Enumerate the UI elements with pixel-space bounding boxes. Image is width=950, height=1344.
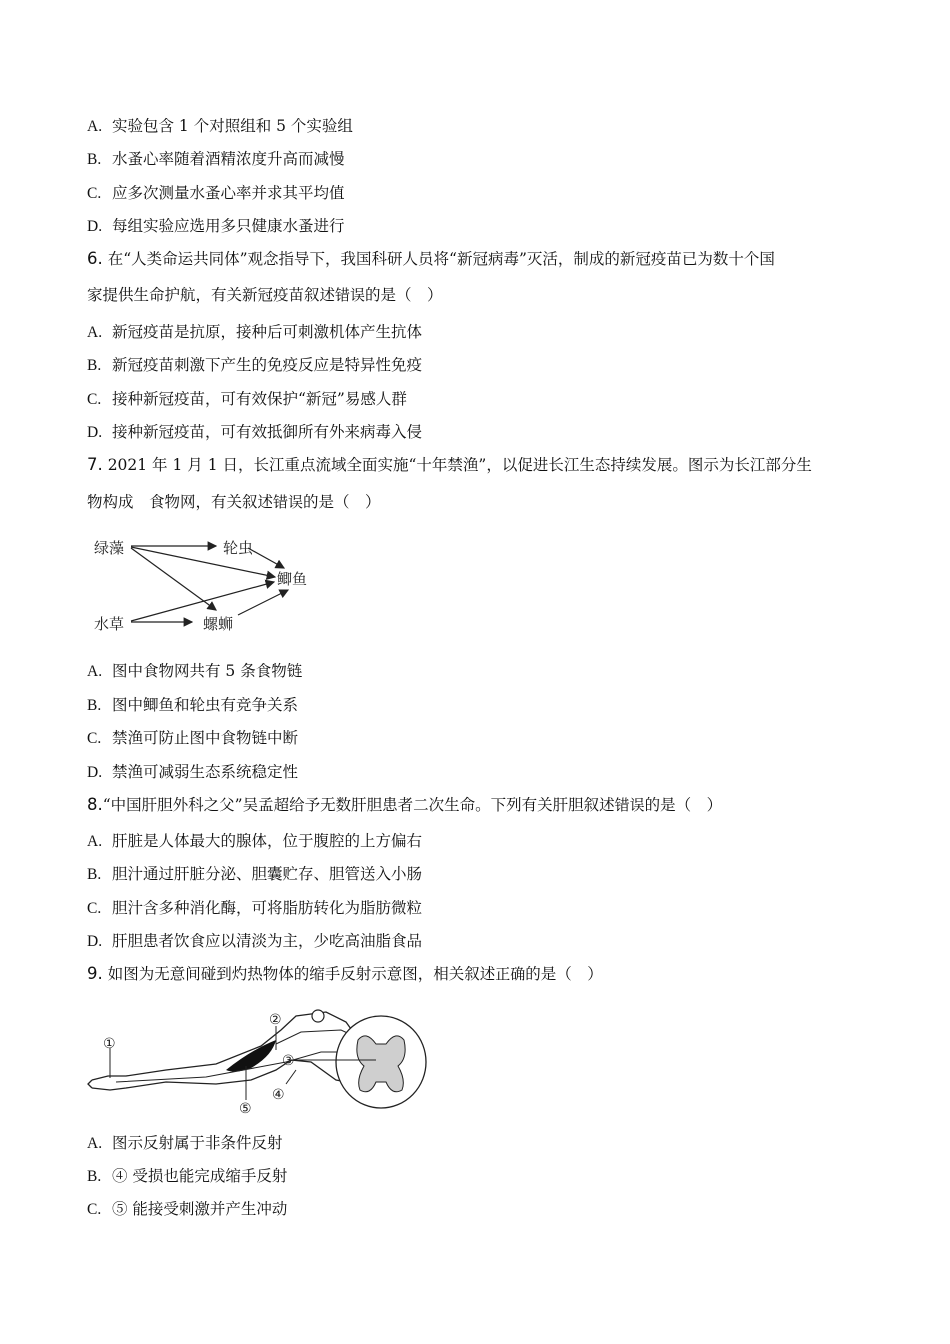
food-web-diagram: [88, 530, 318, 636]
q6-option-a: A. 新冠疫苗是抗原，接种后可刺激机体产生抗体: [87, 323, 423, 341]
q5-option-c: C. 应多次测量水蚤心率并求其平均值: [87, 184, 345, 202]
q5-option-d: D. 每组实验应选用多只健康水蚤进行: [87, 217, 345, 235]
q6-stem-line1: 6. 在“人类命运共同体”观念指导下，我国科研人员将“新冠病毒”灭活，制成的新冠疫苗已为数十个国: [87, 249, 775, 268]
q8-option-d: D. 肝胆患者饮食应以清淡为主，少吃高油脂食品: [87, 932, 423, 950]
q9-option-a: A. 图示反射属于非条件反射: [87, 1134, 283, 1152]
q9-option-b: B. ④ 受损也能完成缩手反射: [87, 1167, 288, 1185]
q5-option-b: B. 水蚤心率随着酒精浓度升高而减慢: [87, 150, 345, 168]
pointer-4: [286, 1070, 296, 1084]
q6-option-b: B. 新冠疫苗刺激下产生的免疫反应是特异性免疫: [87, 356, 423, 374]
q6-option-d: D. 接种新冠疫苗，可有效抵御所有外来病毒入侵: [87, 423, 423, 441]
dorsal-root-ganglion: [312, 1010, 324, 1022]
q8-stem: 8.“中国肝胆外科之父”吴孟超给予无数肝胆患者二次生命。下列有关肝胆叙述错误的是（ ）: [87, 795, 723, 814]
q7-option-a: A. 图中食物网共有 5 条食物链: [87, 662, 303, 680]
label-3: ③: [282, 1053, 295, 1069]
q8-option-c: C. 胆汁含多种消化酶，可将脂肪转化为脂肪微粒: [87, 899, 423, 917]
q7-stem-line1: 7. 2021 年 1 月 1 日，长江重点流域全面实施“十年禁渔”，以促进长江生态持续发展。图示为长江部分生: [87, 455, 812, 474]
node-rotifer: 轮虫: [223, 539, 254, 557]
muscle-effector: [226, 1040, 276, 1072]
q5-option-a: A. 实验包含 1 个对照组和 5 个实验组: [87, 117, 353, 135]
label-1: ①: [103, 1036, 116, 1052]
label-2: ②: [269, 1012, 282, 1028]
node-crucian-carp: 鲫鱼: [277, 570, 308, 588]
arrow-rotifer-to-carp: [248, 548, 284, 568]
node-water-grass: 水草: [94, 615, 125, 633]
reflex-arc-diagram: [86, 1000, 432, 1118]
q7-option-c: C. 禁渔可防止图中食物链中断: [87, 729, 299, 747]
label-5: ⑤: [239, 1101, 252, 1117]
q7-stem-line2: 物构成 食物网，有关叙述错误的是（ ）: [87, 493, 381, 511]
q7-option-d: D. 禁渔可减弱生态系统稳定性: [87, 763, 299, 781]
q7-option-b: B. 图中鲫鱼和轮虫有竞争关系: [87, 696, 299, 714]
node-green-algae: 绿藻: [94, 539, 125, 557]
arrow-snail-to-carp: [238, 590, 288, 615]
q8-option-a: A. 肝脏是人体最大的腺体，位于腹腔的上方偏右: [87, 832, 423, 850]
hand-tip: [88, 1080, 92, 1088]
label-4: ④: [272, 1087, 285, 1103]
q6-stem-line2: 家提供生命护航，有关新冠疫苗叙述错误的是（ ）: [87, 286, 443, 304]
q9-option-c: C. ⑤ 能接受刺激并产生冲动: [87, 1200, 288, 1218]
q6-option-c: C. 接种新冠疫苗，可有效保护“新冠”易感人群: [87, 390, 407, 408]
q9-stem: 9. 如图为无意间碰到灼热物体的缩手反射示意图，相关叙述正确的是（ ）: [87, 964, 603, 983]
node-snail: 螺蛳: [203, 615, 234, 633]
q8-option-b: B. 胆汁通过肝脏分泌、胆囊贮存、胆管送入小肠: [87, 865, 423, 883]
